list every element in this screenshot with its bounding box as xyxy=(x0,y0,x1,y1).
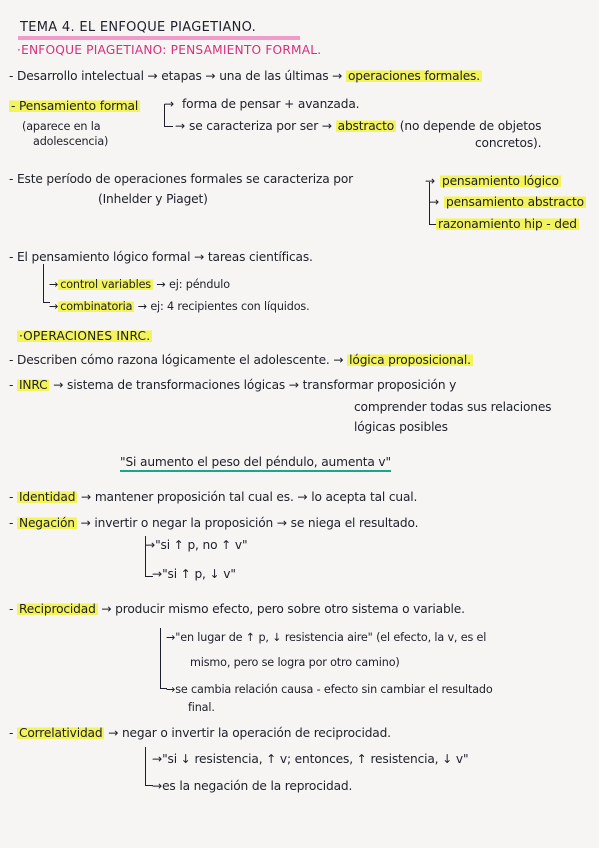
reciprocidad-branch-2-cont: final. xyxy=(188,701,215,714)
negacion-branch-2: →"si ↑ p, ↓ v" xyxy=(152,567,236,581)
line-pensamiento-logico: - El pensamiento lógico formal → tareas científicas. xyxy=(9,250,313,264)
correlatividad-branch-2: →es la negación de la reprocidad. xyxy=(152,779,353,793)
section-heading-pensamiento-formal: ·ENFOQUE PIAGETIANO: PENSAMIENTO FORMAL. xyxy=(17,43,322,57)
arrow-icon: → xyxy=(164,97,175,111)
line-inrc-cont-2: lógicas posibles xyxy=(354,420,448,434)
arrow-icon: → xyxy=(429,195,440,209)
reciprocidad-branch-2: →se cambia relación causa - efecto sin cambiar el resultado xyxy=(166,683,493,696)
page-title: TEMA 4. EL ENFOQUE PIAGETIANO. xyxy=(20,20,257,35)
line-reciprocidad: - Reciprocidad → producir mismo efecto, pero sobre otro sistema o variable. xyxy=(9,602,465,616)
line-inrc: - INRC → sistema de transformaciones lógicas → transformar proposición y xyxy=(9,378,457,392)
pensamiento-formal-note-2: adolescencia) xyxy=(33,135,109,148)
correlatividad-branch-1: →"si ↓ resistencia, ↑ v; entonces, ↑ resistencia, ↓ v" xyxy=(152,752,469,766)
arrow-icon: → xyxy=(425,174,436,188)
reciprocidad-branch-1: →"en lugar de ↑ p, ↓ resistencia aire" (el efecto, la v, es el xyxy=(166,631,487,644)
periodo-branch-3: razonamiento hip - ded xyxy=(438,217,577,231)
negacion-branch-1: →"si ↑ p, no ↑ v" xyxy=(145,538,248,552)
line-correlatividad: - Correlatividad → negar o invertir la operación de reciprocidad. xyxy=(9,726,391,740)
line-periodo-authors: (Inhelder y Piaget) xyxy=(98,192,208,206)
line-desarrollo-intelectual: - Desarrollo intelectual → etapas → una de las últimas → operaciones formales. xyxy=(9,69,480,83)
line-describen: - Describen cómo razona lógicamente el adolescente. → lógica proposicional. xyxy=(9,353,471,367)
arrow-icon: → xyxy=(175,119,186,133)
line-identidad: - Identidad → mantener proposición tal cual es. → lo acepta tal cual. xyxy=(9,490,418,504)
tareas-branch-2: → combinatoria → ej: 4 recipientes con líquidos. xyxy=(49,300,310,313)
pf-branch-1: forma de pensar + avanzada. xyxy=(182,97,360,111)
periodo-branch-2: pensamiento abstracto xyxy=(446,195,584,209)
section-heading-inrc: ·OPERACIONES INRC. xyxy=(19,329,151,343)
pf-branch-2: se caracteriza por ser → abstracto (no depende de objetos xyxy=(189,119,542,133)
line-periodo: - Este período de operaciones formales se caracteriza por xyxy=(9,172,354,186)
pensamiento-formal-note-1: (aparece en la xyxy=(22,120,101,133)
pf-branch-2-cont: concretos). xyxy=(475,136,542,150)
pensamiento-formal-label: - Pensamiento formal xyxy=(11,99,139,113)
example-quote: "Si aumento el peso del péndulo, aumenta v" xyxy=(120,455,391,470)
line-negacion: - Negación → invertir o negar la proposición → se niega el resultado. xyxy=(9,516,419,530)
periodo-branch-1: pensamiento lógico xyxy=(442,174,559,188)
reciprocidad-branch-1-cont: mismo, pero se logra por otro camino) xyxy=(190,656,400,669)
title-underline xyxy=(18,36,300,40)
line-inrc-cont-1: comprender todas sus relaciones xyxy=(354,400,552,414)
tareas-branch-1: → control variables → ej: péndulo xyxy=(49,278,230,291)
